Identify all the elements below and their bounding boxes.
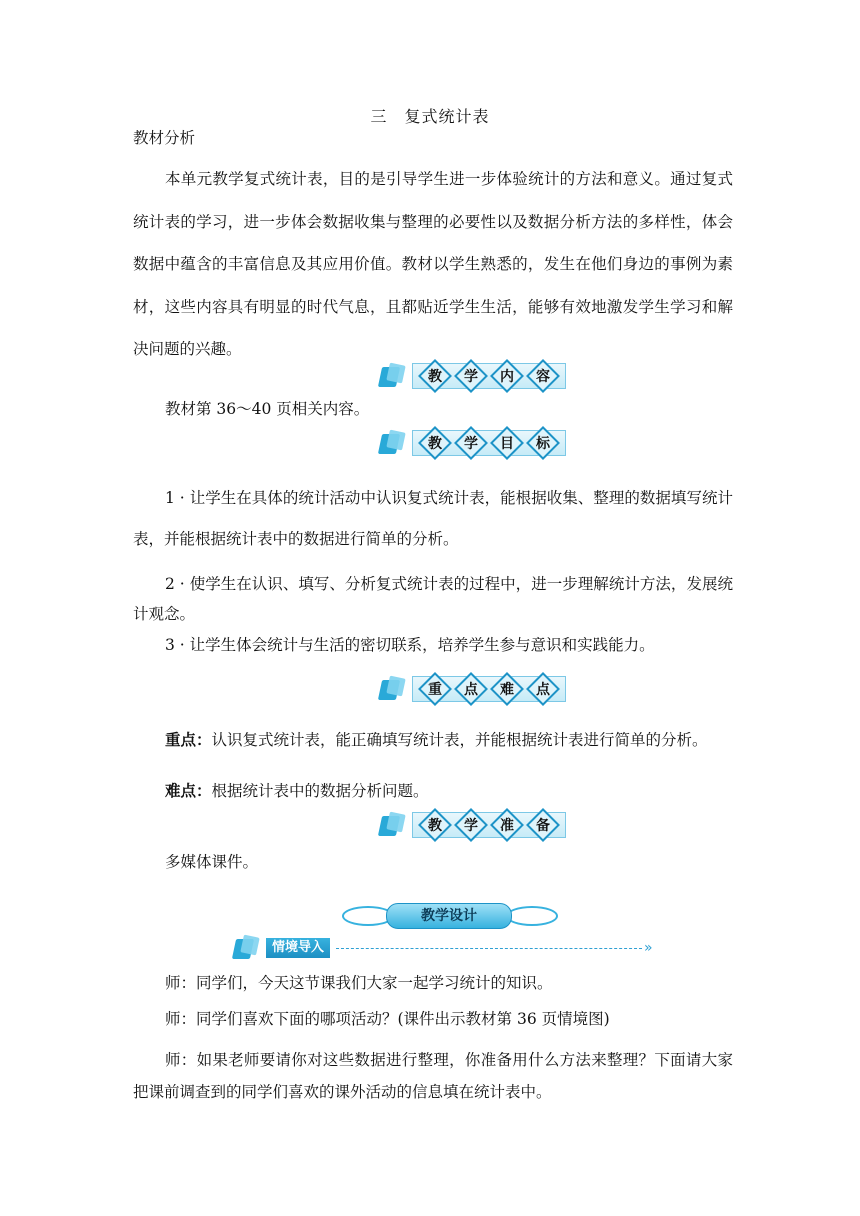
banner-char: 教	[428, 818, 442, 834]
hard-label: 难点：	[165, 781, 212, 800]
content-text: 教材第 36～40 页相关内容。	[165, 400, 370, 418]
dialogue-line: 师：同学们，今天这节课我们大家一起学习统计的知识。	[165, 974, 553, 992]
banner-char: 准	[500, 818, 514, 834]
banner-char: 目	[500, 436, 514, 452]
prep-text: 多媒体课件。	[165, 853, 259, 871]
design-title: 教学设计	[386, 903, 512, 929]
folder-icon	[378, 812, 408, 838]
book-icon	[378, 363, 408, 389]
page-title: 三 复式统计表	[370, 107, 490, 126]
banner-key-points	[378, 676, 566, 702]
hard-text: 根据统计表中的数据分析问题。	[211, 782, 429, 800]
key-point	[133, 724, 733, 756]
banner-char: 备	[536, 818, 550, 834]
banner-teaching-content	[378, 363, 566, 389]
banner-char: 学	[464, 436, 478, 452]
banner-char: 重	[428, 682, 442, 698]
banner-char: 容	[536, 369, 550, 385]
banner-char: 点	[536, 682, 550, 698]
banner-char: 内	[500, 369, 514, 385]
banner-char: 学	[464, 818, 478, 834]
pencil-icon	[378, 430, 408, 456]
banner-char: 教	[428, 369, 442, 385]
dashed-line	[336, 948, 642, 949]
section-intro	[232, 936, 653, 960]
goal-item: 1 · 让学生在具体的统计活动中认识复式统计表，能根据收集、整理的数据填写统计表，并能根据统计表中的数据进行简单的分析。	[133, 489, 733, 548]
analysis-heading: 教材分析	[133, 129, 196, 147]
flower-icon	[232, 935, 262, 961]
banner-char: 难	[500, 682, 514, 698]
banner-char: 点	[464, 682, 478, 698]
dialogue-line: 师：同学们喜欢下面的哪项活动？(课件出示教材第 36 页情境图)	[165, 1010, 610, 1028]
analysis-paragraph: 本单元教学复式统计表，目的是引导学生进一步体验统计的方法和意义。通过复式统计表的学习，进一步体会数据收集与整理的必要性以及数据分析方法的多样性，体会数据中蕴含的丰富信息及其应用价值。教材以学生熟悉的，发生在他们身边的事例为素材，这些内容具有明显的时代气息，且都贴近学生生活，能够有效地激发学生学习和解决问题的兴趣。	[133, 170, 733, 358]
double-arrow-icon: »	[644, 940, 653, 956]
goal-item: 3 · 让学生体会统计与生活的密切联系，培养学生参与意识和实践能力。	[165, 636, 655, 654]
key-text: 认识复式统计表，能正确填写统计表，并能根据统计表进行简单的分析。	[211, 731, 708, 749]
goal-item: 2 · 使学生在认识、填写、分析复式统计表的过程中，进一步理解统计方法，发展统计观念。	[133, 575, 733, 623]
ribbon-curl-right	[506, 906, 558, 926]
pen-icon	[378, 676, 408, 702]
difficult-point	[133, 781, 733, 801]
banner-teaching-goals	[378, 430, 566, 456]
section-label: 情境导入	[266, 938, 330, 958]
design-ribbon	[342, 900, 554, 930]
key-label: 重点：	[165, 730, 212, 749]
banner-teaching-prep	[378, 812, 566, 838]
banner-char: 教	[428, 436, 442, 452]
dialogue-line: 师：如果老师要请你对这些数据进行整理，你准备用什么方法来整理？下面请大家把课前调查到的同学们喜欢的课外活动的信息填在统计表中。	[133, 1051, 733, 1101]
banner-char: 标	[536, 436, 550, 452]
banner-char: 学	[464, 369, 478, 385]
